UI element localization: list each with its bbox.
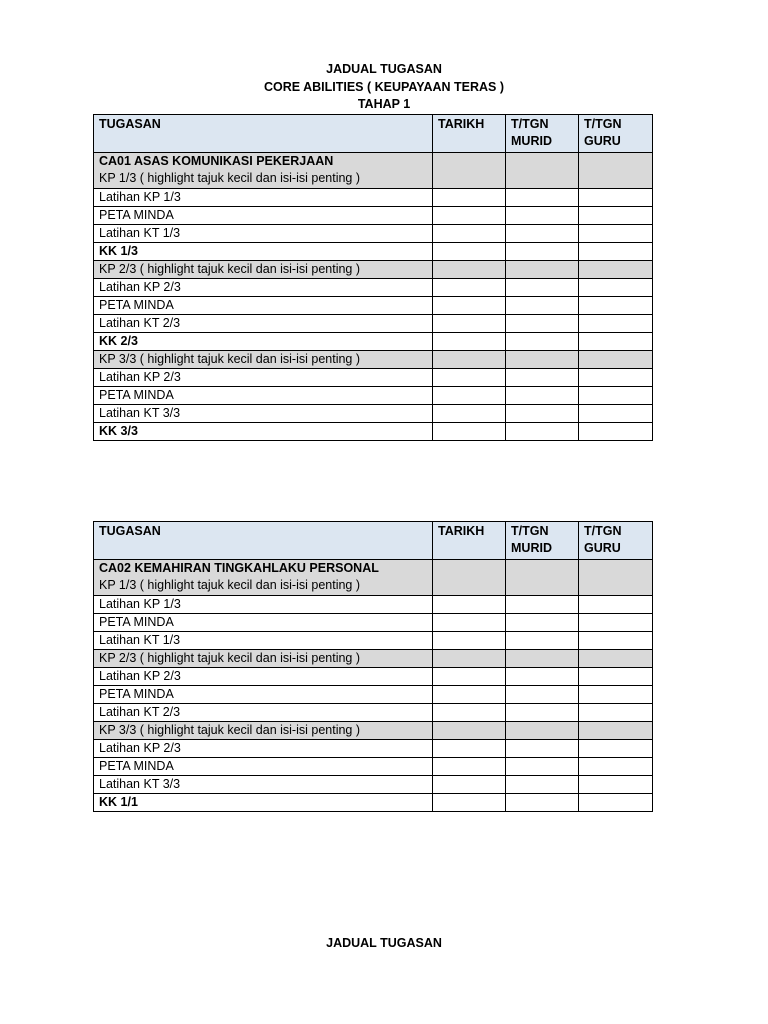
column-header-tarikh: TARIKH (433, 115, 506, 153)
task-label: Latihan KP 2/3 (94, 668, 433, 686)
table-row (94, 315, 653, 333)
document-title: JADUAL TUGASAN (326, 62, 442, 76)
tgn-guru-cell[interactable] (579, 369, 653, 387)
table-row (94, 333, 653, 351)
task-label: KP 2/3 ( highlight tajuk kecil dan isi-isi penting ) (94, 261, 433, 279)
task-label: Latihan KT 2/3 (94, 704, 433, 722)
table-row (94, 279, 653, 297)
column-header-tugasan: TUGASAN (94, 522, 433, 560)
table-row (94, 225, 653, 243)
tgn-guru-cell[interactable] (579, 405, 653, 423)
task-label: PETA MINDA (94, 614, 433, 632)
tgn-guru-cell[interactable] (579, 560, 653, 596)
table-row (94, 614, 653, 632)
tgn-murid-cell[interactable] (506, 207, 579, 225)
task-label: Latihan KP 2/3 (94, 740, 433, 758)
table-row (94, 351, 653, 369)
tgn-guru-cell[interactable] (579, 279, 653, 297)
tarikh-cell[interactable] (433, 369, 506, 387)
tgn-murid-cell[interactable] (506, 758, 579, 776)
tarikh-cell[interactable] (433, 560, 506, 596)
task-label: Latihan KT 1/3 (94, 225, 433, 243)
table-row (94, 261, 653, 279)
task-label: KP 1/3 ( highlight tajuk kecil dan isi-isi penting ) (99, 578, 361, 592)
tgn-guru-cell[interactable] (579, 614, 653, 632)
tgn-guru-label: T/TGN GURU (584, 524, 622, 555)
section-title: CA01 ASAS KOMUNIKASI PEKERJAAN (99, 154, 334, 168)
tgn-murid-cell[interactable] (506, 794, 579, 812)
task-label: KK 1/3 (94, 243, 433, 261)
tgn-guru-cell[interactable] (579, 704, 653, 722)
column-header-tugasan: TUGASAN (94, 115, 433, 153)
tgn-guru-cell[interactable] (579, 758, 653, 776)
tarikh-cell[interactable] (433, 740, 506, 758)
task-label: Latihan KT 1/3 (94, 632, 433, 650)
task-label: Latihan KT 3/3 (94, 405, 433, 423)
tarikh-cell[interactable] (433, 351, 506, 369)
table-header-row (94, 522, 653, 560)
task-label: KP 1/3 ( highlight tajuk kecil dan isi-isi penting ) (99, 171, 361, 185)
tgn-guru-cell[interactable] (579, 794, 653, 812)
tgn-murid-cell[interactable] (506, 560, 579, 596)
task-label: PETA MINDA (94, 207, 433, 225)
tarikh-cell[interactable] (433, 423, 506, 441)
tgn-murid-cell[interactable] (506, 261, 579, 279)
tgn-murid-cell[interactable] (506, 333, 579, 351)
tgn-murid-cell[interactable] (506, 722, 579, 740)
tarikh-cell[interactable] (433, 722, 506, 740)
tgn-murid-cell[interactable] (506, 423, 579, 441)
tarikh-cell[interactable] (433, 596, 506, 614)
document-subtitle: CORE ABILITIES ( KEUPAYAAN TERAS ) (263, 80, 505, 94)
tgn-guru-cell[interactable] (579, 650, 653, 668)
tgn-guru-cell[interactable] (579, 243, 653, 261)
tgn-murid-cell[interactable] (506, 614, 579, 632)
task-label: Latihan KP 1/3 (94, 189, 433, 207)
table-row (94, 668, 653, 686)
tarikh-cell[interactable] (433, 794, 506, 812)
tgn-murid-cell[interactable] (506, 776, 579, 794)
tgn-guru-cell[interactable] (579, 189, 653, 207)
tarikh-cell[interactable] (433, 243, 506, 261)
table-row (94, 632, 653, 650)
table-row (94, 686, 653, 704)
column-header-tarikh: TARIKH (433, 522, 506, 560)
tarikh-cell[interactable] (433, 333, 506, 351)
tgn-murid-cell[interactable] (506, 668, 579, 686)
tgn-murid-label: T/TGN MURID (511, 524, 552, 555)
tgn-murid-cell[interactable] (506, 351, 579, 369)
tgn-guru-cell[interactable] (579, 315, 653, 333)
task-label: KK 3/3 (94, 423, 433, 441)
task-label: Latihan KP 2/3 (94, 279, 433, 297)
tgn-guru-cell[interactable] (579, 207, 653, 225)
tarikh-cell[interactable] (433, 225, 506, 243)
tgn-murid-cell[interactable] (506, 650, 579, 668)
tgn-murid-cell[interactable] (506, 704, 579, 722)
column-header-tgn-murid (506, 522, 579, 560)
column-header-tgn-guru (579, 522, 653, 560)
tarikh-cell[interactable] (433, 405, 506, 423)
tarikh-cell[interactable] (433, 315, 506, 333)
tarikh-cell[interactable] (433, 704, 506, 722)
tarikh-cell[interactable] (433, 261, 506, 279)
tarikh-cell[interactable] (433, 668, 506, 686)
table-row (94, 369, 653, 387)
column-header-tgn-guru (579, 115, 653, 153)
document-stage: TAHAP 1 (357, 97, 411, 111)
task-label: PETA MINDA (94, 387, 433, 405)
table-row (94, 189, 653, 207)
section-cell (94, 153, 433, 189)
table-row (94, 740, 653, 758)
tgn-murid-cell[interactable] (506, 740, 579, 758)
task-label: KP 3/3 ( highlight tajuk kecil dan isi-isi penting ) (94, 351, 433, 369)
tgn-guru-cell[interactable] (579, 387, 653, 405)
tgn-murid-cell[interactable] (506, 189, 579, 207)
task-label: Latihan KT 2/3 (94, 315, 433, 333)
task-label: Latihan KP 1/3 (94, 596, 433, 614)
table-row (94, 794, 653, 812)
task-label: Latihan KT 3/3 (94, 776, 433, 794)
table-row (94, 153, 653, 189)
table-row (94, 704, 653, 722)
tarikh-cell[interactable] (433, 279, 506, 297)
tgn-guru-cell[interactable] (579, 740, 653, 758)
task-label: PETA MINDA (94, 758, 433, 776)
tgn-guru-cell[interactable] (579, 596, 653, 614)
tgn-guru-cell[interactable] (579, 668, 653, 686)
table-row (94, 243, 653, 261)
tgn-guru-label: T/TGN GURU (584, 117, 622, 148)
table-row (94, 560, 653, 596)
tgn-murid-cell[interactable] (506, 243, 579, 261)
task-label: KK 1/1 (94, 794, 433, 812)
table-row (94, 405, 653, 423)
table-row (94, 387, 653, 405)
tgn-guru-cell[interactable] (579, 632, 653, 650)
column-header-tgn-murid (506, 115, 579, 153)
tarikh-cell[interactable] (433, 776, 506, 794)
table-row (94, 207, 653, 225)
table-row (94, 722, 653, 740)
table-row (94, 423, 653, 441)
tarikh-cell[interactable] (433, 632, 506, 650)
tgn-murid-cell[interactable] (506, 596, 579, 614)
table-row (94, 596, 653, 614)
tgn-guru-cell[interactable] (579, 722, 653, 740)
tgn-guru-cell[interactable] (579, 153, 653, 189)
task-label: KP 3/3 ( highlight tajuk kecil dan isi-isi penting ) (94, 722, 433, 740)
tgn-guru-cell[interactable] (579, 776, 653, 794)
tgn-guru-cell[interactable] (579, 351, 653, 369)
tarikh-cell[interactable] (433, 387, 506, 405)
tarikh-cell[interactable] (433, 650, 506, 668)
tgn-murid-label: T/TGN MURID (511, 117, 552, 148)
table-row (94, 776, 653, 794)
table-row (94, 650, 653, 668)
tarikh-cell[interactable] (433, 758, 506, 776)
tgn-murid-cell[interactable] (506, 387, 579, 405)
tgn-murid-cell[interactable] (506, 405, 579, 423)
section-cell (94, 560, 433, 596)
tarikh-cell[interactable] (433, 189, 506, 207)
task-table-ca01 (93, 114, 653, 441)
tarikh-cell[interactable] (433, 614, 506, 632)
tgn-murid-cell[interactable] (506, 686, 579, 704)
tgn-murid-cell[interactable] (506, 225, 579, 243)
task-label: KK 2/3 (94, 333, 433, 351)
task-label: KP 2/3 ( highlight tajuk kecil dan isi-isi penting ) (94, 650, 433, 668)
tgn-murid-cell[interactable] (506, 315, 579, 333)
tgn-murid-cell[interactable] (506, 369, 579, 387)
tgn-murid-cell[interactable] (506, 153, 579, 189)
task-label: Latihan KP 2/3 (94, 369, 433, 387)
tgn-guru-cell[interactable] (579, 297, 653, 315)
task-table-ca02 (93, 521, 653, 812)
tarikh-cell[interactable] (433, 207, 506, 225)
table-row (94, 758, 653, 776)
tarikh-cell[interactable] (433, 686, 506, 704)
tgn-murid-cell[interactable] (506, 297, 579, 315)
table-row (94, 297, 653, 315)
tgn-guru-cell[interactable] (579, 261, 653, 279)
task-label: PETA MINDA (94, 297, 433, 315)
tgn-murid-cell[interactable] (506, 279, 579, 297)
section-title: CA02 KEMAHIRAN TINGKAHLAKU PERSONAL (99, 561, 379, 575)
table-header-row (94, 115, 653, 153)
tgn-guru-cell[interactable] (579, 686, 653, 704)
tgn-guru-cell[interactable] (579, 423, 653, 441)
tarikh-cell[interactable] (433, 153, 506, 189)
task-label: PETA MINDA (94, 686, 433, 704)
tgn-guru-cell[interactable] (579, 225, 653, 243)
tgn-guru-cell[interactable] (579, 333, 653, 351)
tgn-murid-cell[interactable] (506, 632, 579, 650)
tarikh-cell[interactable] (433, 297, 506, 315)
bottom-title: JADUAL TUGASAN (326, 936, 442, 950)
